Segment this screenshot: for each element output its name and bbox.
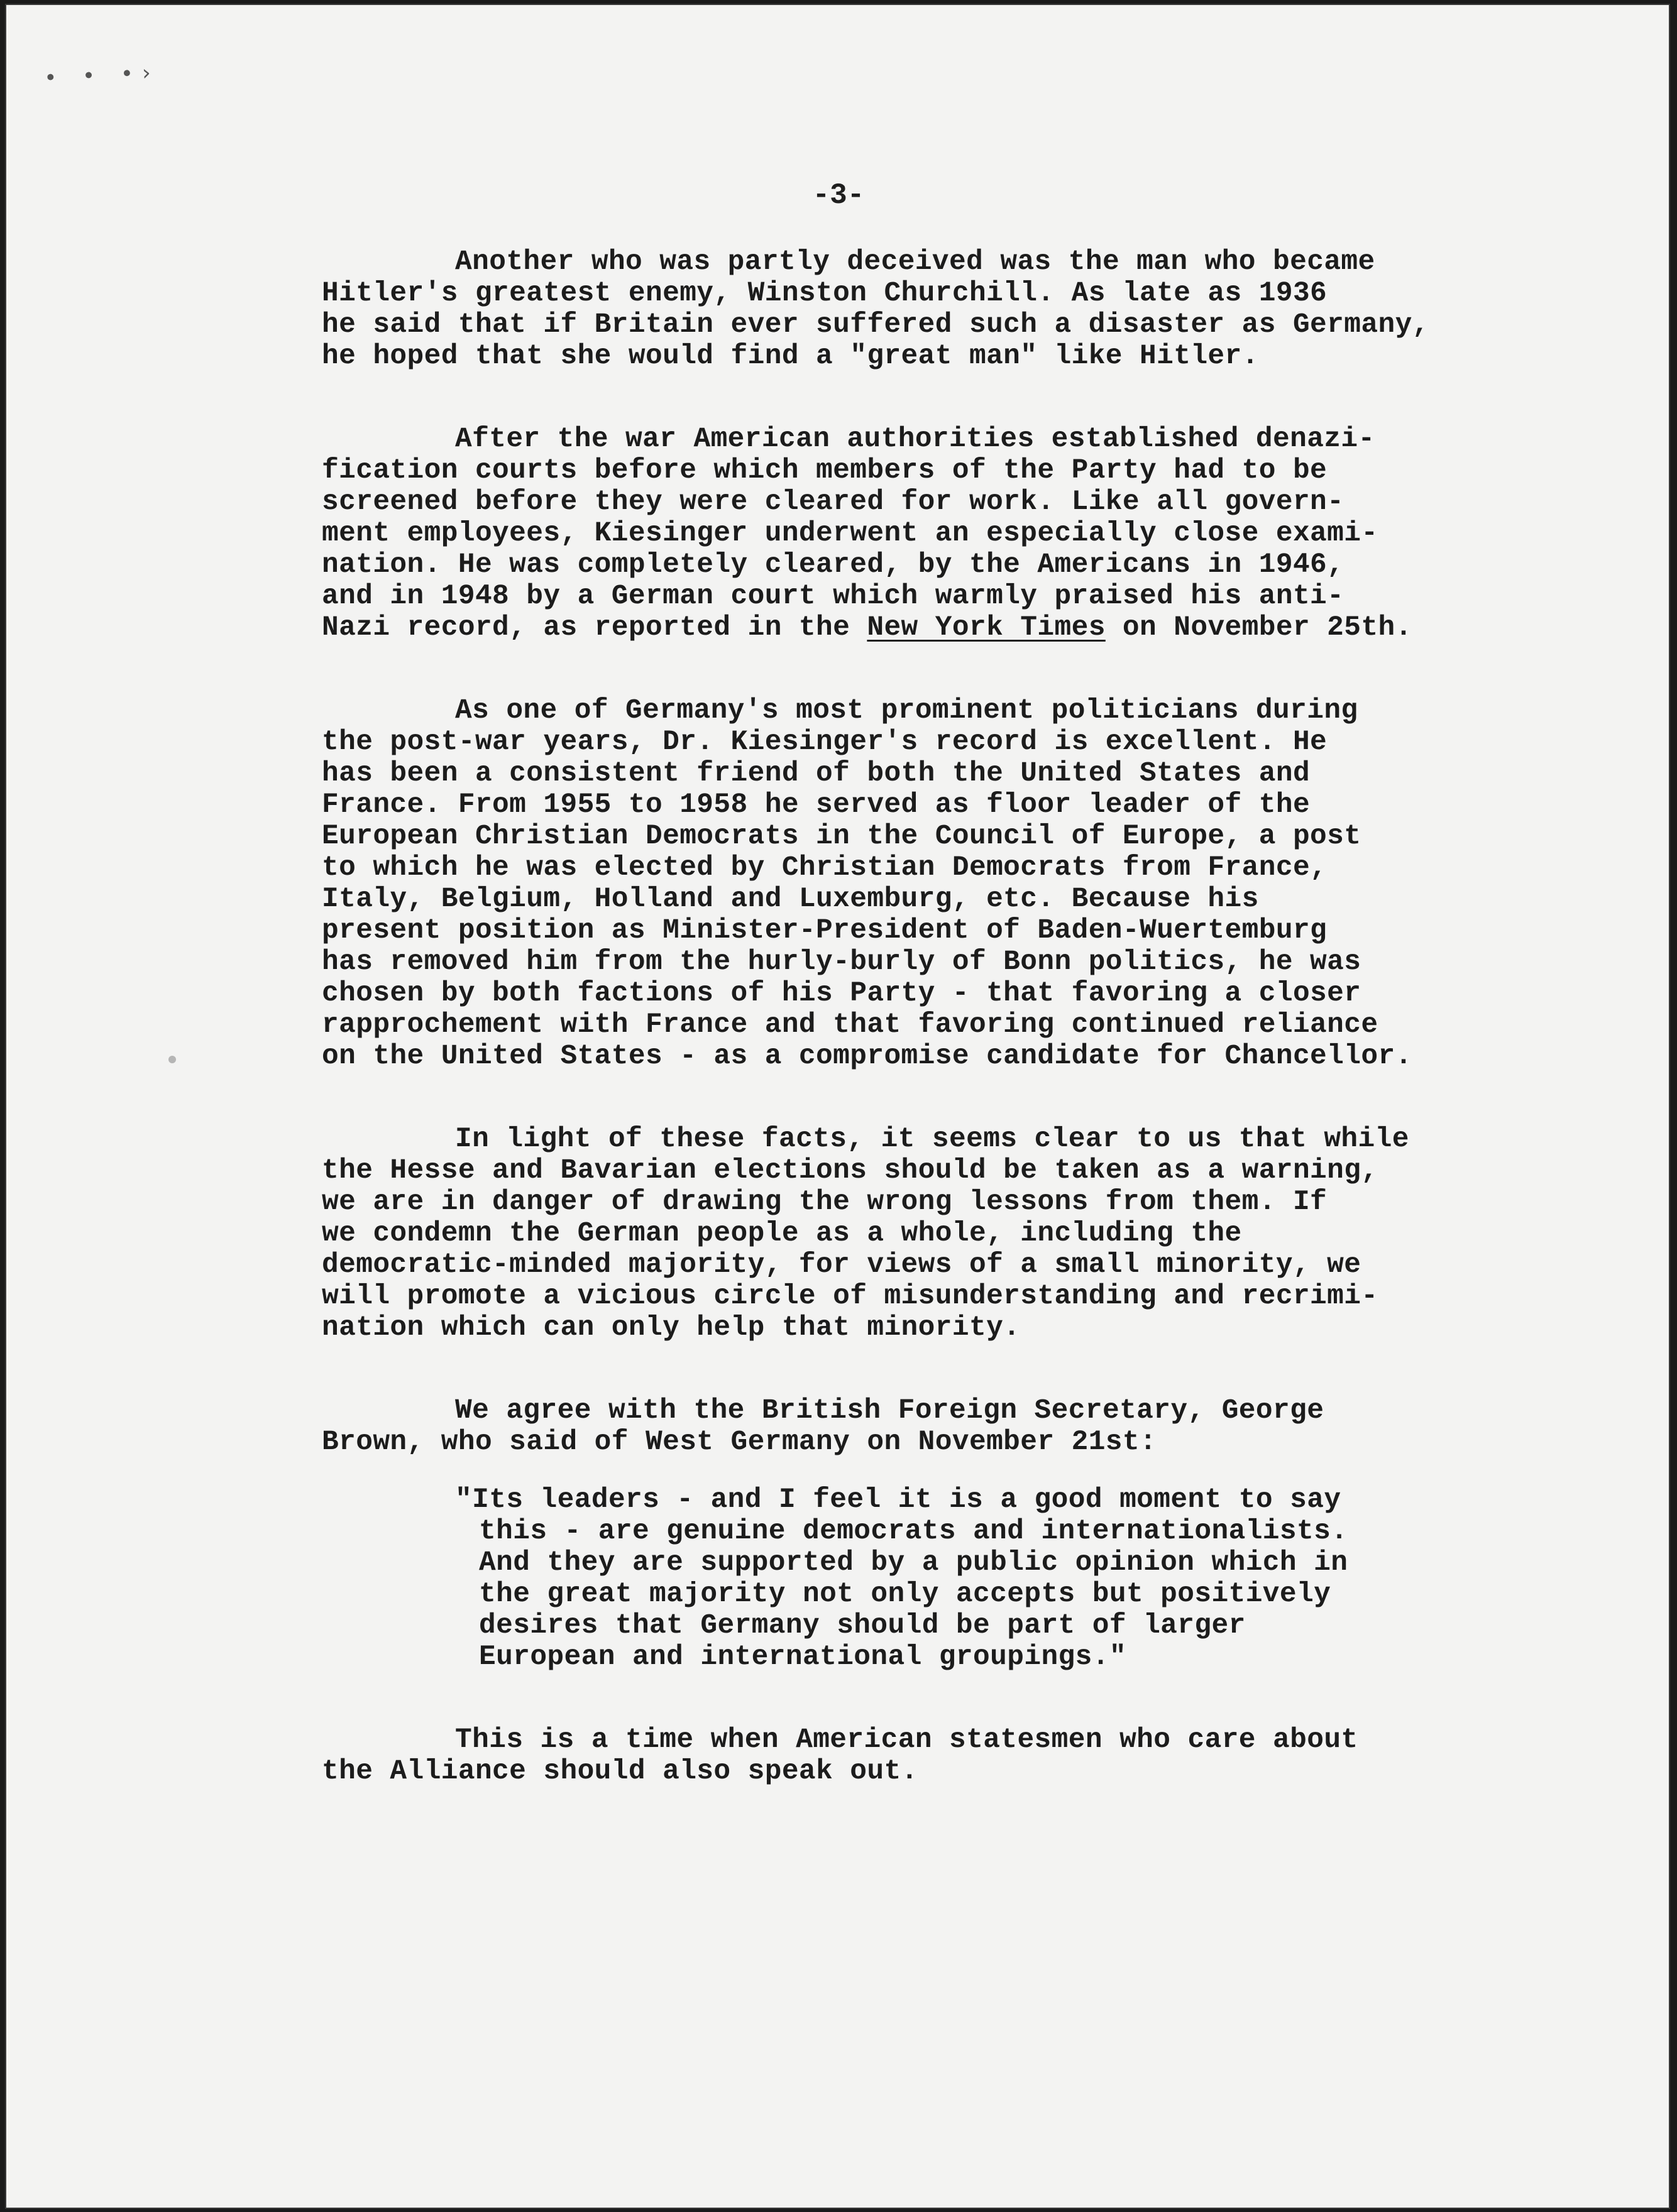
text-line: the Alliance should also speak out. — [322, 1756, 918, 1787]
quote-line: this - are genuine democrats and internationalists. — [479, 1516, 1348, 1547]
text-line: will promote a vicious circle of misunderstanding and recrimi- — [322, 1281, 1378, 1312]
text-line: present position as Minister-President of Baden-Wuertemburg — [322, 915, 1328, 946]
paragraph-elections — [322, 1124, 1598, 1344]
quote-line: And they are supported by a public opinion which in — [479, 1547, 1348, 1579]
text-line: nation which can only help that minority. — [322, 1312, 1021, 1344]
quote-line: the great majority not only accepts but positively — [479, 1579, 1331, 1610]
text-line: ment employees, Kiesinger underwent an especially close exami- — [322, 518, 1378, 549]
paragraph-kiesinger-record — [322, 695, 1598, 1072]
paragraph-denazification — [322, 424, 1598, 643]
stray-mark — [168, 1056, 176, 1063]
text-line: on the United States - as a compromise candidate for Chancellor. — [322, 1041, 1412, 1072]
text-line: Italy, Belgium, Holland and Luxemburg, etc. Because his — [322, 884, 1259, 915]
text-line: After the war American authorities established denazi- — [455, 424, 1375, 455]
text-line: the post-war years, Dr. Kiesinger's record is excellent. He — [322, 726, 1328, 758]
text-line: Brown, who said of West Germany on November 21st: — [322, 1426, 1157, 1458]
block-quote — [322, 1484, 1598, 1673]
text-line: Hitler's greatest enemy, Winston Churchill. As late as 1936 — [322, 278, 1328, 309]
document-body — [322, 246, 1598, 1839]
text-line: rapprochement with France and that favoring continued reliance — [322, 1009, 1378, 1041]
text-line: screened before they were cleared for work. Like all govern- — [322, 486, 1344, 518]
text-line: democratic-minded majority, for views of a small minority, we — [322, 1249, 1361, 1281]
text-line: has been a consistent friend of both the United States and — [322, 758, 1311, 789]
text-line: chosen by both factions of his Party - that favoring a closer — [322, 978, 1361, 1009]
text-line: France. From 1955 to 1958 he served as floor leader of the — [322, 789, 1311, 821]
text-line: fication courts before which members of the Party had to be — [322, 455, 1328, 486]
text-line: and in 1948 by a German court which warmly praised his anti- — [322, 581, 1344, 612]
text-line: This is a time when American statesmen who care about — [455, 1724, 1358, 1756]
text-line: nation. He was completely cleared, by the Americans in 1946, — [322, 549, 1344, 581]
text-line: We agree with the British Foreign Secretary, George — [455, 1395, 1324, 1426]
text-line: Another who was partly deceived was the man who became — [455, 246, 1375, 278]
publication-title: New York Times — [867, 612, 1106, 643]
text-line — [322, 612, 1598, 643]
text-line: has removed him from the hurly-burly of Bonn politics, he was — [322, 946, 1361, 978]
text-segment: Nazi record, as reported in the — [322, 612, 867, 643]
text-line: he said that if Britain ever suffered such a disaster as Germany, — [322, 309, 1429, 341]
paragraph-churchill — [322, 246, 1598, 372]
text-line: we are in danger of drawing the wrong lessons from them. If — [322, 1186, 1328, 1218]
page-number: -3- — [812, 179, 865, 212]
margin-marks: • • •› — [43, 60, 160, 91]
text-line: to which he was elected by Christian Democrats from France, — [322, 852, 1328, 884]
quote-line: desires that Germany should be part of larger — [479, 1610, 1246, 1641]
text-line: As one of Germany's most prominent politicians during — [455, 695, 1358, 726]
text-line: European Christian Democrats in the Council of Europe, a post — [322, 821, 1361, 852]
quote-line: European and international groupings." — [479, 1641, 1126, 1673]
text-segment: on November 25th. — [1105, 612, 1412, 643]
paragraph-george-brown — [322, 1395, 1598, 1458]
text-line: he hoped that she would find a "great man" like Hitler. — [322, 341, 1259, 372]
text-line: we condemn the German people as a whole, including the — [322, 1218, 1242, 1249]
paragraph-closing — [322, 1724, 1598, 1787]
text-line: In light of these facts, it seems clear to us that while — [455, 1124, 1409, 1155]
quote-line: "Its leaders - and I feel it is a good moment to say — [455, 1484, 1341, 1516]
text-line: the Hesse and Bavarian elections should be taken as a warning, — [322, 1155, 1378, 1186]
